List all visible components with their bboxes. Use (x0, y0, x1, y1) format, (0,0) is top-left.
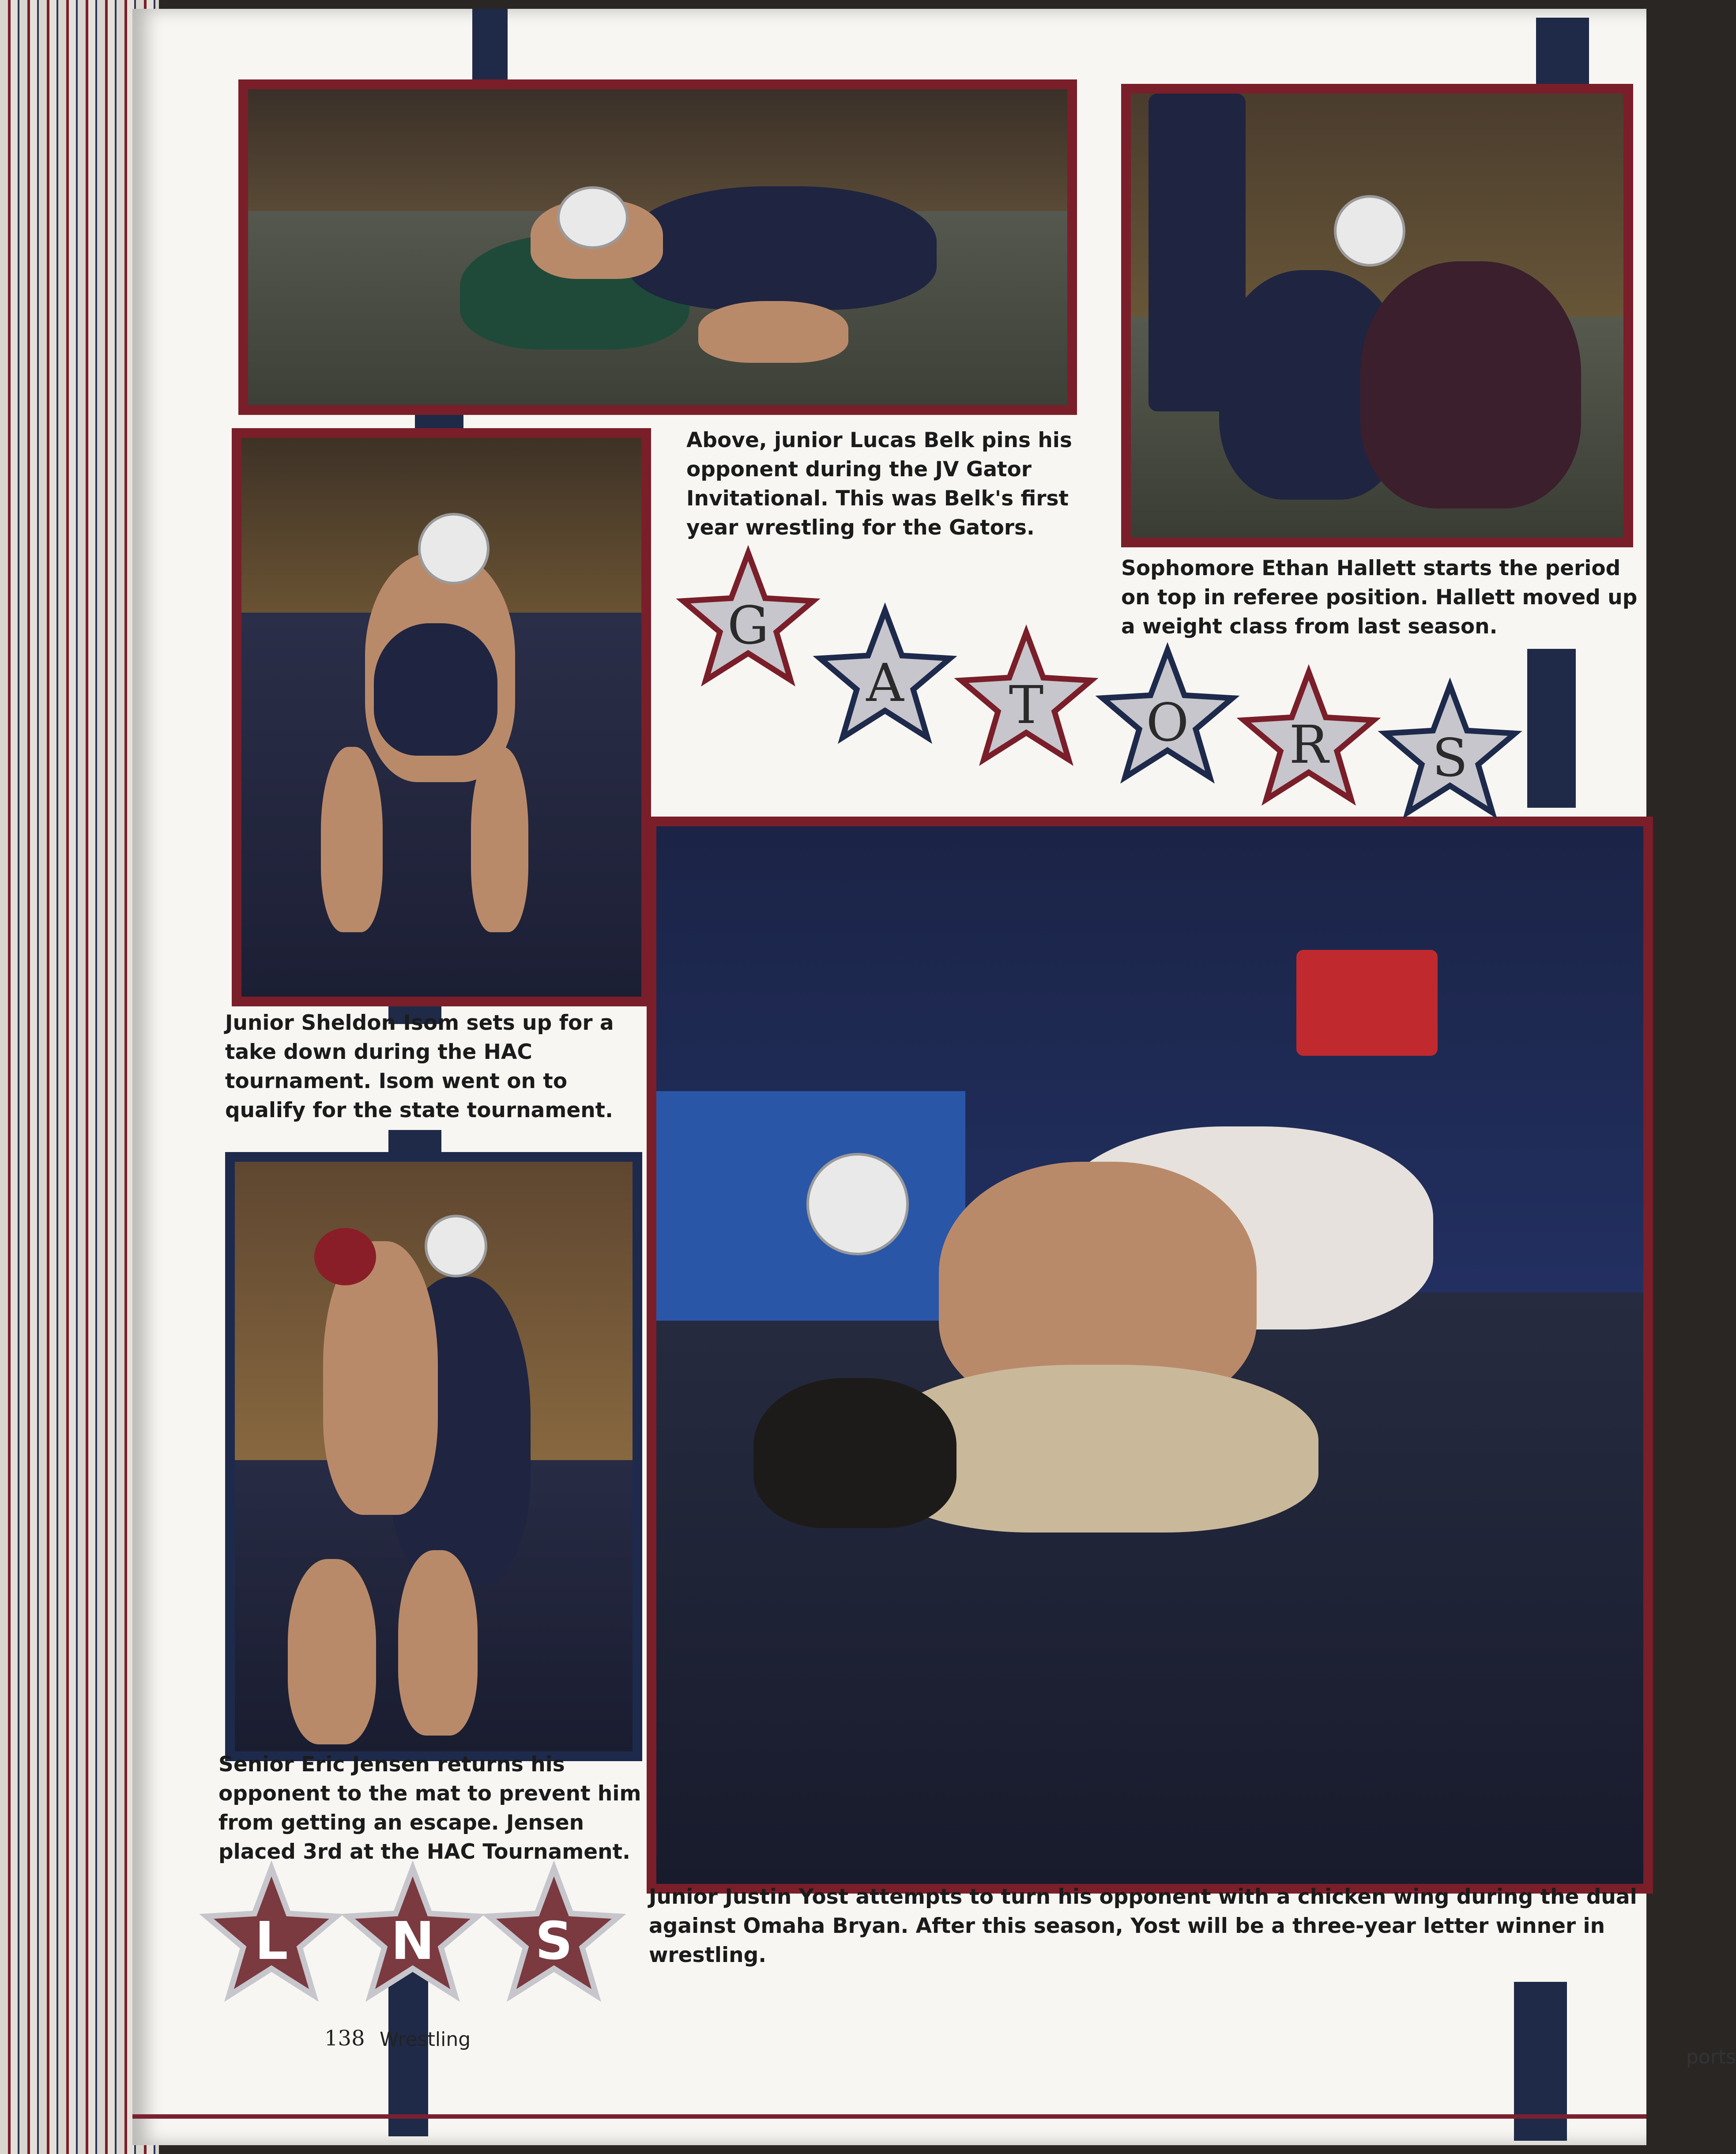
star-letter: R (1289, 714, 1329, 775)
star-letter: T (1009, 674, 1044, 735)
caption-hallett: Sophomore Ethan Hallett starts the period on top in referee position. Hallett moved up a weight class from last season. (1121, 556, 1638, 639)
lns-star-n (340, 1863, 486, 2004)
facing-page-section-label: ports (1686, 2046, 1736, 2068)
star-letter: L (255, 1910, 288, 1971)
photo-jensen-return-to-mat (225, 1152, 642, 1761)
star-letter: G (727, 595, 769, 656)
photo-belk-pin (238, 79, 1077, 415)
photo-yost-chicken-wing (647, 817, 1653, 1894)
star-letter: O (1146, 692, 1189, 753)
section-label: Wrestling (380, 2028, 471, 2051)
gators-star-r (1236, 667, 1382, 808)
caption-jensen: Senior Eric Jensen returns his opponent to the mat to prevent him from getting an escape. Jensen placed 3rd at the HAC Tournament. (218, 1752, 641, 1864)
photo-isom-takedown (232, 428, 651, 1006)
caption-yost: Junior Justin Yost attempts to turn his opponent with a chicken wing during the dual against Omaha Bryan. After this season, Yost will be a three-year letter winner in wrestling. (649, 1885, 1637, 1967)
stripe-top-left (472, 9, 508, 86)
stripe-mid-right (1527, 649, 1576, 808)
gators-star-t (953, 627, 1099, 768)
yearbook-page (132, 9, 1736, 2145)
lns-star-l (199, 1863, 344, 2004)
gators-star-g (675, 547, 821, 689)
gators-star-s (1377, 680, 1523, 821)
star-letter: N (391, 1910, 435, 1971)
caption-isom: Junior Sheldon Isom sets up for a take down during the HAC tournament. Isom went on to qualify for the state tournament. (225, 1011, 614, 1122)
caption-belk: Above, junior Lucas Belk pins his opponent during the JV Gator Invitational. This was Belk's first year wrestling for the Gators. (686, 428, 1072, 540)
star-letter: S (1432, 727, 1468, 788)
page-number: 138 (324, 2026, 365, 2051)
star-letter: S (535, 1910, 573, 1971)
star-letter: A (866, 652, 904, 713)
photo-hallett-referee-position (1121, 84, 1633, 547)
gators-star-o (1095, 644, 1240, 786)
lns-star-s (481, 1863, 627, 2004)
gators-star-a (812, 605, 958, 746)
bottom-rule (132, 2114, 1646, 2119)
